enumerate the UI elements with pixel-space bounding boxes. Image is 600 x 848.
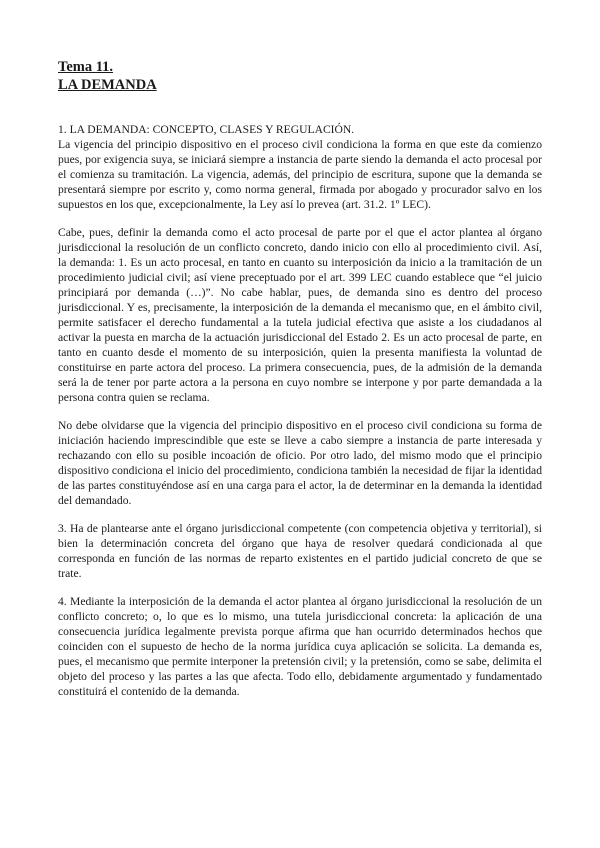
paragraph-4: 3. Ha de plantearse ante el órgano jurisdiccional competente (con competencia objetiva y territorial), si bien la determinación concreta del órgano que haya de resolver quedará condicionada al que corresponda en función de las normas de reparto existentes en el partido judicial concreto de que se trate. <box>58 522 542 580</box>
paragraph-3: No debe olvidarse que la vigencia del principio dispositivo en el proceso civil condiciona su forma de iniciación haciendo imprescindible que este se lleve a cabo siempre a instancia de parte interesada y rechazando con ello su posible incoación de oficio. Por otro lado, del mismo modo que el principio dispositivo condiciona el inicio del procedimiento, condiciona también la necesidad de fijar la identidad de las partes constituyéndose así en una carga para el actor, la de determinar en la demanda la identidad del demandado. <box>58 419 542 507</box>
paragraph-5: 4. Mediante la interposición de la demanda el actor plantea al órgano jurisdiccional la resolución de un conflicto concreto; o, lo que es lo mismo, una tutela jurisdiccional concreta: la aplicación de una consecuencia jurídica legalmente prevista porque afirma que han ocurrido determinados hechos que coinciden con el supuesto de hecho de la norma jurídica cuya aplicación se solicita. La demanda es, pues, el mecanismo que permite interponer la pretensión civil; y la pretensión, como se sabe, delimita el objeto del proceso y las partes a las que afecta. Todo ello, debidamente argumentado y fundamentado constituirá el contenido de la demanda. <box>58 595 542 698</box>
section-heading: 1. LA DEMANDA: CONCEPTO, CLASES Y REGULACIÓN. <box>58 123 355 136</box>
paragraph-1: La vigencia del principio dispositivo en el proceso civil condiciona la forma en que este da comienzo pues, por exigencia suya, se iniciará siempre a instancia de parte siendo la demanda el acto procesal por el comienza su tramitación. La vigencia, además, del principio de escritura, supone que la demanda se presentará siempre por escrito y, como norma general, firmada por abogado y procurador salvo en los supuestos en los que, excepcionalmente, la Ley así lo prevea (art. 31.2. 1º LEC). <box>58 138 542 211</box>
paragraph-2: Cabe, pues, definir la demanda como el acto procesal de parte por el que el actor plantea al órgano jurisdiccional la resolución de un conflicto concreto, dando inicio con ello al procedimiento civil. Así, la demanda: 1. Es un acto procesal, en tanto en cuanto su interposición da inicio a la tramitación de un procedimiento judicial civil; así viene preceptuado por el art. 399 LEC cuando establece que “el juicio principiará por demanda (…)”. No cabe hablar, pues, de demanda sino es dentro del proceso jurisdiccional. Y es, precisamente, la interposición de la demanda el mecanismo que, en el ámbito civil, permite satisfacer el derecho fundamental a la tutela judicial efectiva que asiste a los ciudadanos al activar la puesta en marcha de la actuación jurisdiccional del Estado 2. Es un acto procesal de parte, en tanto en cuanto desde el momento de su interposición, quien la presenta manifiesta la voluntad de constituirse en parte actora del proceso. La primera consecuencia, pues, de la admisión de la demanda será la de tener por parte actora a la persona en cuyo nombre se interpone y por parte demandada a la persona contra quien se reclama. <box>58 226 542 404</box>
document-title: LA DEMANDA <box>58 77 157 93</box>
document-title-topic: Tema 11. <box>58 59 114 75</box>
